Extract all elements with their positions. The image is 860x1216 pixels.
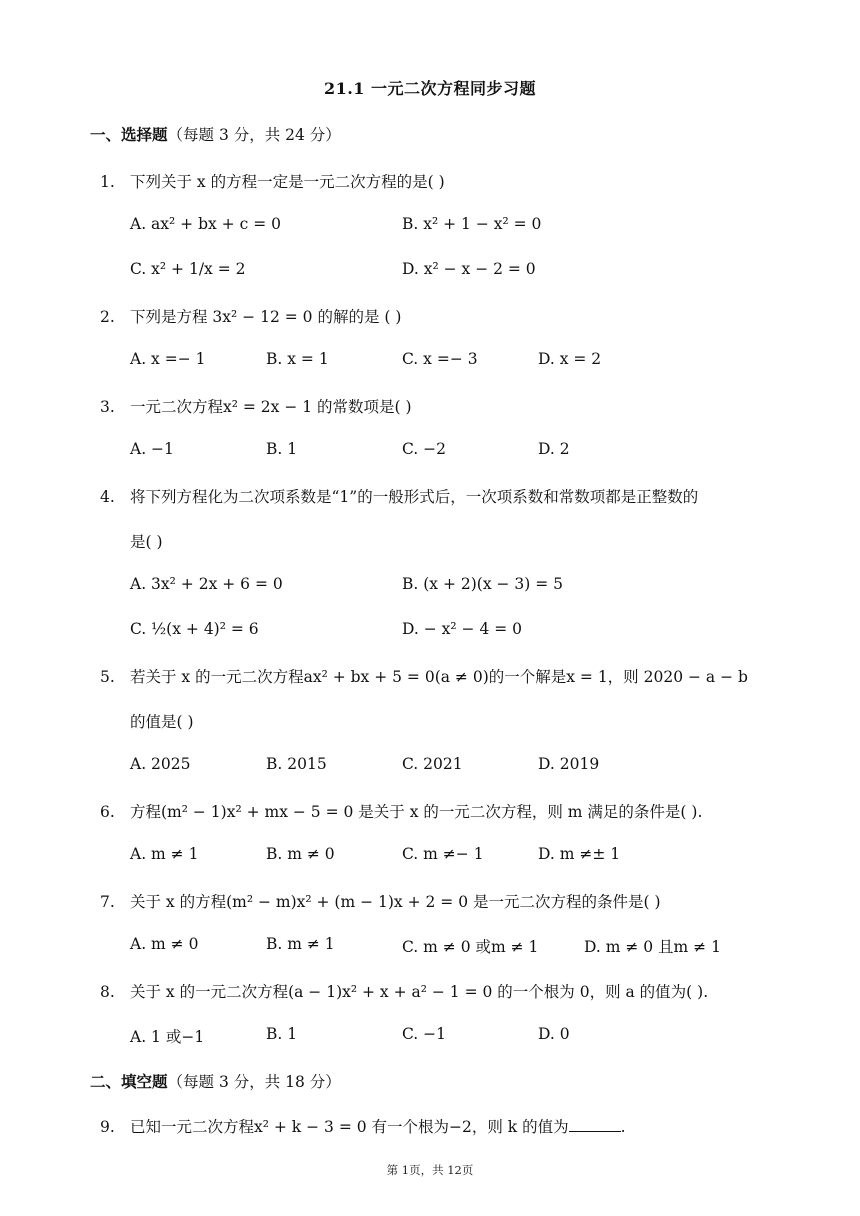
question-number: 5. <box>100 668 115 686</box>
option-c: C. x =− 3 <box>402 350 478 368</box>
page-footer: 第 1页，共 12页 <box>386 1163 474 1177</box>
option-b: B. m ≠ 1 <box>266 935 335 953</box>
option-d: D. 2 <box>538 440 570 458</box>
section-label: 一、选择题 <box>90 125 168 144</box>
question-number: 9. <box>100 1118 115 1136</box>
option-b: B. (x + 2)(x − 3) = 5 <box>402 575 564 593</box>
option-d: D. x = 2 <box>538 350 602 368</box>
question-text: 下列关于 x 的方程一定是一元二次方程的是( ) <box>130 173 445 191</box>
question-text: 一元二次方程x² = 2x − 1 的常数项是( ) <box>130 398 412 416</box>
question-number: 8. <box>100 983 115 1001</box>
question-number: 2. <box>100 308 115 326</box>
option-b: B. x² + 1 − x² = 0 <box>402 215 542 233</box>
question-number: 7. <box>100 893 115 911</box>
question-text: 已知一元二次方程x² + k − 3 = 0 有一个根为−2，则 k 的值为 <box>130 1118 569 1136</box>
option-c: C. m ≠− 1 <box>402 845 484 863</box>
option-b: B. x = 1 <box>266 350 329 368</box>
question-5 <box>100 665 748 687</box>
option-d: D. m ≠ 0 且m ≠ 1 <box>584 938 721 956</box>
option-d: D. x² − x − 2 = 0 <box>402 260 536 278</box>
section-label: 二、填空题 <box>90 1072 168 1091</box>
question-text: 若关于 x 的一元二次方程ax² + bx + 5 = 0(a ≠ 0)的一个解是x = 1，则 2020 − a − b <box>130 668 748 686</box>
question-continuation: 是( ) <box>130 533 163 551</box>
option-c: C. −2 <box>402 440 447 458</box>
question-number: 3. <box>100 398 115 416</box>
option-a: A. m ≠ 1 <box>130 845 199 863</box>
option-a: A. ax² + bx + c = 0 <box>130 215 281 233</box>
question-4 <box>100 485 698 507</box>
option-c: C. x² + 1/x = 2 <box>130 260 246 278</box>
question-number: 4. <box>100 488 115 506</box>
option-b: B. m ≠ 0 <box>266 845 335 863</box>
page-title: 21.1 一元二次方程同步习题 <box>323 79 537 98</box>
question-6 <box>100 800 702 822</box>
option-d: D. − x² − 4 = 0 <box>402 620 523 638</box>
question-number: 1. <box>100 173 115 191</box>
question-1 <box>100 170 445 192</box>
option-d: D. m ≠± 1 <box>538 845 621 863</box>
option-b: B. 1 <box>266 1025 298 1043</box>
option-a: A. 2025 <box>130 755 191 773</box>
question-2 <box>100 305 401 327</box>
question-text: 关于 x 的方程(m² − m)x² + (m − 1)x + 2 = 0 是一元二次方程的条件是( ) <box>130 893 661 911</box>
question-continuation: 的值是( ) <box>130 713 194 731</box>
question-text: 关于 x 的一元二次方程(a − 1)x² + x + a² − 1 = 0 的一个根为 0，则 a 的值为( ). <box>130 983 709 1001</box>
section-note: （每题 3 分，共 24 分） <box>167 126 341 144</box>
question-tail: . <box>620 1118 626 1136</box>
question-8 <box>100 980 708 1002</box>
question-7 <box>100 890 661 912</box>
question-text: 将下列方程化为二次项系数是“1”的一般形式后，一次项系数和常数项都是正整数的 <box>130 488 699 506</box>
option-d: D. 0 <box>538 1025 570 1043</box>
option-c: C. ½(x + 4)² = 6 <box>130 620 259 638</box>
option-a: A. m ≠ 0 <box>130 935 199 953</box>
question-3 <box>100 395 412 417</box>
option-a: A. x =− 1 <box>130 350 206 368</box>
option-a: A. −1 <box>130 440 174 458</box>
option-b: B. 2015 <box>266 755 327 773</box>
section-heading-choice <box>90 123 341 145</box>
option-a: A. 3x² + 2x + 6 = 0 <box>130 575 283 593</box>
option-c: C. −1 <box>402 1025 447 1043</box>
section-heading-fill <box>90 1070 341 1092</box>
option-d: D. 2019 <box>538 755 600 773</box>
option-c: C. m ≠ 0 或m ≠ 1 <box>402 938 539 956</box>
option-a: A. 1 或−1 <box>130 1028 205 1046</box>
answer-blank[interactable] <box>569 1117 621 1132</box>
question-9 <box>100 1115 626 1137</box>
question-text: 下列是方程 3x² − 12 = 0 的解的是 ( ) <box>130 308 402 326</box>
question-text: 方程(m² − 1)x² + mx − 5 = 0 是关于 x 的一元二次方程，则 m 满足的条件是( ). <box>130 803 703 821</box>
option-c: C. 2021 <box>402 755 463 773</box>
option-b: B. 1 <box>266 440 298 458</box>
question-number: 6. <box>100 803 115 821</box>
section-note: （每题 3 分，共 18 分） <box>167 1073 341 1091</box>
